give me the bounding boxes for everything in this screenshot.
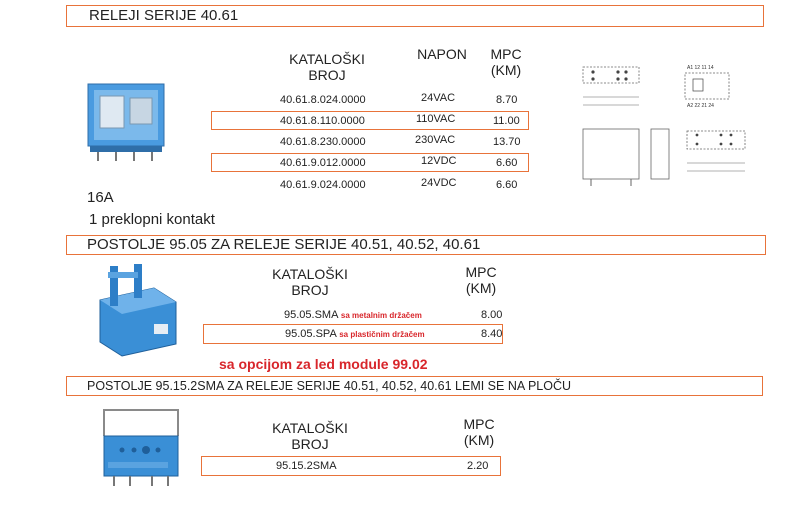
relay-header-catalog: KATALOŠKI BROJ bbox=[289, 51, 365, 83]
svg-text:A1 12 11 14: A1 12 11 14 bbox=[687, 65, 714, 71]
socket2-photo bbox=[100, 406, 182, 488]
table-row: 110VAC bbox=[416, 113, 456, 125]
led-option-note: sa opcijom za led module 99.02 bbox=[219, 356, 428, 372]
table-row: 40.61.8.230.0000 bbox=[280, 136, 366, 148]
relay-header-price: MPC (KM) bbox=[490, 46, 522, 78]
table-row: 95.05.SPA sa plastičnim držačem bbox=[285, 328, 425, 340]
table-row: 11.00 bbox=[493, 115, 520, 127]
socket2-header-price: MPC (KM) bbox=[463, 416, 495, 448]
table-row: 12VDC bbox=[421, 155, 457, 167]
table-row: 8.40 bbox=[481, 328, 503, 340]
socket2-row-highlight bbox=[201, 456, 501, 476]
table-row: 95.05.SMA sa metalnim držačem bbox=[284, 309, 422, 321]
socket2-section-title-text: POSTOLJE 95.15.2SMA ZA RELEJE SERIJE 40.51, 40.52, 40.61 LEMI SE NA PLOČU bbox=[87, 379, 572, 393]
relay-section-title bbox=[66, 5, 764, 27]
table-row: 24VAC bbox=[421, 92, 456, 104]
relay-section-title-text: RELEJI SERIJE 40.61 bbox=[89, 7, 239, 24]
socket1-header-price: MPC (KM) bbox=[465, 264, 497, 296]
table-row: 13.70 bbox=[493, 136, 521, 148]
table-row: 8.70 bbox=[496, 94, 518, 106]
relay-row-highlight-1 bbox=[211, 111, 529, 130]
table-row: 2.20 bbox=[467, 460, 489, 472]
socket1-section-title-text: POSTOLJE 95.05 ZA RELEJE SERIJE 40.51, 40.52, 40.61 bbox=[87, 236, 481, 253]
table-row: 230VAC bbox=[415, 134, 456, 146]
relay-contact: 1 preklopni kontakt bbox=[89, 211, 215, 228]
svg-text:A2 22 21 24: A2 22 21 24 bbox=[687, 103, 714, 109]
socket1-section-title bbox=[66, 235, 766, 255]
table-row: 6.60 bbox=[496, 179, 518, 191]
relay-row-highlight-3 bbox=[211, 153, 529, 172]
table-row: 6.60 bbox=[496, 157, 518, 169]
table-row: 95.15.2SMA bbox=[276, 460, 337, 472]
relay-dimension-drawing bbox=[563, 45, 753, 195]
socket1-header-catalog: KATALOŠKI BROJ bbox=[272, 266, 348, 298]
socket1-photo bbox=[94, 262, 180, 358]
relay-photo bbox=[80, 80, 172, 162]
table-row: 8.00 bbox=[481, 309, 503, 321]
table-row: 24VDC bbox=[421, 177, 457, 189]
socket2-section-title bbox=[66, 376, 763, 396]
relay-rating: 16A bbox=[87, 189, 114, 206]
relay-header-voltage: NAPON bbox=[417, 46, 467, 62]
table-row: 40.61.9.012.0000 bbox=[280, 157, 366, 169]
table-row: 40.61.8.024.0000 bbox=[280, 94, 366, 106]
table-row: 40.61.9.024.0000 bbox=[280, 179, 366, 191]
socket2-header-catalog: KATALOŠKI BROJ bbox=[272, 420, 348, 452]
table-row: 40.61.8.110.0000 bbox=[280, 115, 365, 127]
